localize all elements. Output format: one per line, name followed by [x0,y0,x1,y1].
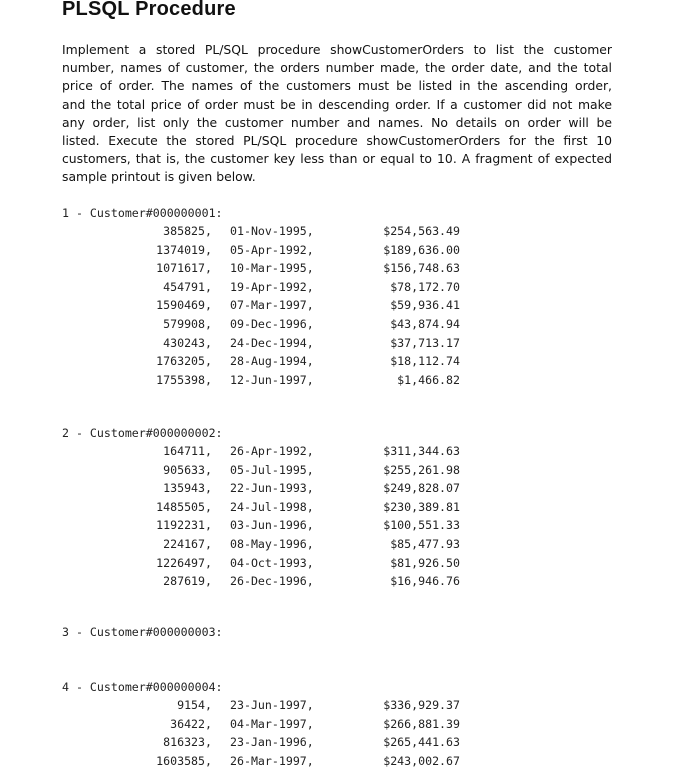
order-number: 287619, [163,574,212,589]
order-total-price: $37,713.17 [390,335,460,350]
paragraph-line: number, names of customer, the orders number made, the order date, and the total [62,60,612,76]
order-number: 1374019, [156,242,212,257]
order-number: 135943, [163,481,212,496]
order-date: 09-Dec-1996, [230,316,314,331]
order-row [62,222,460,241]
order-total-price: $156,748.63 [383,261,460,276]
paragraph-line: and the total price of order must be in descending order. If a customer did not make [62,96,612,112]
order-row [62,554,460,573]
order-number: 1755398, [156,372,212,387]
order-date: 07-Mar-1997, [230,298,314,313]
order-total-price: $43,874.94 [390,316,460,331]
order-date: 12-Jun-1997, [230,372,314,387]
order-total-price: $81,926.50 [390,555,460,570]
order-row [62,315,460,334]
order-number: 905633, [163,462,212,477]
order-number: 385825, [163,224,212,238]
order-total-price: $18,112.74 [390,354,460,369]
customer-block [62,424,460,591]
order-number: 1226497, [156,555,212,570]
order-number: 1192231, [156,518,212,533]
order-number: 9154, [177,698,212,712]
customer-header: 2 - Customer#000000002: [62,426,223,440]
order-number: 224167, [163,536,212,551]
order-date: 23-Jan-1996, [230,735,314,750]
customer-block [62,204,460,389]
order-row [62,278,460,297]
customer-header: 1 - Customer#000000001: [62,206,223,220]
paragraph-line: customers, that is, the customer key less than or equal to 10. A fragment of expected [62,151,612,167]
order-number: 36422, [170,716,212,731]
order-total-price: $230,389.81 [383,499,460,514]
order-row [62,516,460,535]
order-date: 28-Aug-1994, [230,354,314,369]
order-row [62,259,460,278]
order-date: 26-Dec-1996, [230,574,314,589]
order-date: 05-Jul-1995, [230,462,314,477]
paragraph-line: Implement a stored PL/SQL procedure showCustomerOrders to list the customer [62,42,612,57]
page-title: PLSQL Procedure [62,0,236,20]
order-date: 22-Jun-1993, [230,481,314,496]
order-row [62,371,460,390]
description-paragraph [62,41,612,187]
order-number: 430243, [163,335,212,350]
order-total-price: $85,477.93 [390,536,460,551]
order-date: 10-Mar-1995, [230,261,314,276]
order-row [62,752,460,771]
order-row [62,479,460,498]
order-row [62,352,460,371]
order-date: 24-Dec-1994, [230,335,314,350]
order-row [62,296,460,315]
order-number: 454791, [163,279,212,294]
order-date: 04-Mar-1997, [230,716,314,731]
order-date: 03-Jun-1996, [230,518,314,533]
order-row [62,241,460,260]
order-total-price: $189,636.00 [383,242,460,257]
paragraph-line: listed. Execute the stored PL/SQL procedure showCustomerOrders for the first 10 [62,133,612,149]
order-total-price: $243,002.67 [383,753,460,768]
order-total-price: $249,828.07 [383,481,460,496]
order-number: 1071617, [156,261,212,276]
customer-block [62,623,223,641]
order-total-price: $265,441.63 [383,735,460,750]
order-date: 08-May-1996, [230,536,314,551]
order-number: 579908, [163,316,212,331]
order-date: 24-Jul-1998, [230,499,314,514]
order-row [62,696,460,715]
order-row [62,442,460,461]
order-row [62,334,460,353]
paragraph-line: any order, list only the customer number and names. No details on order will be [62,114,612,130]
order-number: 164711, [163,444,212,458]
order-date: 26-Apr-1992, [230,444,314,458]
order-total-price: $254,563.49 [383,224,460,238]
customer-header: 3 - Customer#000000003: [62,625,223,639]
order-total-price: $336,929.37 [383,698,460,712]
order-date: 01-Nov-1995, [230,224,314,238]
order-total-price: $16,946.76 [390,574,460,589]
order-number: 1603585, [156,753,212,768]
order-total-price: $266,881.39 [383,716,460,731]
customer-block [62,678,460,770]
paragraph-line: price of order. The names of the customers must be listed in the ascending order, [62,78,612,94]
order-row [62,498,460,517]
order-total-price: $1,466.82 [397,372,460,387]
order-total-price: $78,172.70 [390,279,460,294]
order-row [62,733,460,752]
order-total-price: $311,344.63 [383,444,460,458]
order-row [62,572,460,591]
order-date: 05-Apr-1992, [230,242,314,257]
order-number: 816323, [163,735,212,750]
order-date: 26-Mar-1997, [230,753,314,768]
order-number: 1485505, [156,499,212,514]
order-total-price: $255,261.98 [383,462,460,477]
order-date: 04-Oct-1993, [230,555,314,570]
order-row [62,461,460,480]
order-number: 1763205, [156,354,212,369]
order-number: 1590469, [156,298,212,313]
order-date: 19-Apr-1992, [230,279,314,294]
order-total-price: $100,551.33 [383,518,460,533]
order-total-price: $59,936.41 [390,298,460,313]
customer-header: 4 - Customer#000000004: [62,680,223,694]
order-row [62,535,460,554]
order-row [62,715,460,734]
paragraph-line: sample printout is given below. [62,169,256,185]
order-date: 23-Jun-1997, [230,698,314,712]
